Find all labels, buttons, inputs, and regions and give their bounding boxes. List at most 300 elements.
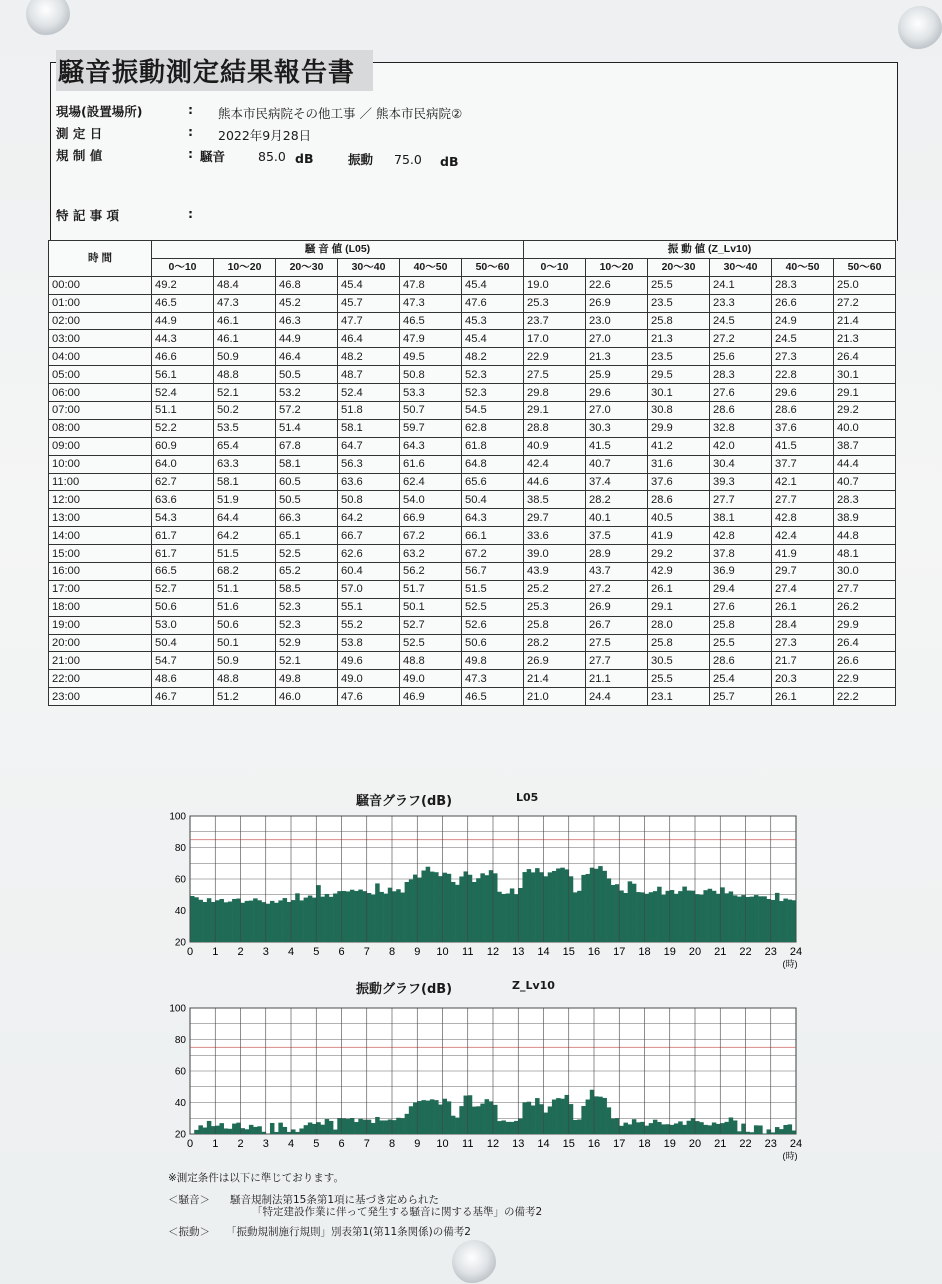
table-row (49, 402, 896, 420)
site-label: 現場(設置場所) (56, 102, 142, 120)
bar (312, 898, 317, 942)
noise-cell: 54.7 (152, 652, 214, 670)
bar (270, 1123, 275, 1134)
time-cell: 13:00 (49, 509, 152, 527)
bar (384, 1120, 389, 1134)
x-tick-label: 22 (739, 946, 751, 958)
noise-cell: 65.1 (276, 527, 338, 545)
bar (236, 1123, 241, 1134)
noise-cell: 66.9 (400, 509, 462, 527)
vib-cell: 26.6 (772, 294, 834, 312)
bar (198, 900, 203, 942)
bar (417, 878, 422, 942)
noise-cell: 50.6 (462, 634, 524, 652)
vib-cell: 30.1 (834, 366, 896, 384)
bar (653, 1120, 658, 1134)
noise-cell: 45.7 (338, 294, 400, 312)
report-title: 騒音振動測定結果報告書 (56, 50, 373, 91)
noise-cell: 55.1 (338, 598, 400, 616)
limit-label: 規 制 値 (56, 146, 102, 164)
bar (468, 875, 473, 942)
x-tick-label: 15 (563, 1138, 575, 1150)
bar (241, 903, 246, 942)
table-row (49, 294, 896, 312)
bar (682, 1125, 687, 1134)
bar (771, 1132, 776, 1134)
bar (384, 894, 389, 942)
noise-cell: 46.1 (214, 312, 276, 330)
bar (228, 1129, 233, 1134)
noise-cell: 53.5 (214, 419, 276, 437)
vib-cell: 25.9 (586, 366, 648, 384)
bar (628, 881, 633, 942)
bar (565, 1095, 570, 1134)
bar (363, 891, 368, 942)
vib-cell: 40.9 (524, 437, 586, 455)
bar (531, 1105, 536, 1134)
bar (379, 892, 384, 942)
bar (274, 903, 279, 942)
bar (405, 882, 410, 942)
noise-cell: 61.7 (152, 527, 214, 545)
noise-cell: 67.2 (400, 527, 462, 545)
vib-cell: 25.5 (710, 634, 772, 652)
noise-cell: 51.6 (214, 598, 276, 616)
x-tick-label: 17 (613, 1138, 625, 1150)
vib-cell: 21.4 (834, 312, 896, 330)
bar (699, 895, 704, 942)
noise-cell: 62.4 (400, 473, 462, 491)
bar (594, 869, 599, 942)
noise-cell: 57.2 (276, 402, 338, 420)
noise-cell: 52.7 (152, 580, 214, 598)
colon: : (188, 102, 193, 117)
bar (640, 892, 645, 942)
noise-cell: 45.3 (462, 312, 524, 330)
time-cell: 19:00 (49, 616, 152, 634)
table-row (49, 348, 896, 366)
time-cell: 17:00 (49, 580, 152, 598)
bar (649, 892, 654, 942)
x-tick-label: 7 (364, 1138, 370, 1150)
x-tick-label: 9 (414, 946, 420, 958)
bar (737, 897, 742, 942)
noise-cell: 64.0 (152, 455, 214, 473)
noise-cell: 50.1 (400, 598, 462, 616)
vib-cell: 25.5 (648, 276, 710, 294)
noise-header: 騒 音 値 (L05) (152, 241, 524, 259)
bar (333, 1130, 338, 1134)
noise-cell: 46.6 (152, 348, 214, 366)
bar (518, 888, 523, 942)
bar (358, 890, 363, 942)
vib-cell: 37.5 (586, 527, 648, 545)
time-cell: 15:00 (49, 545, 152, 563)
bar (236, 899, 241, 942)
bar (325, 894, 330, 942)
vib-subheader: 10～20 (586, 258, 648, 276)
bar (615, 1118, 620, 1134)
table-row (49, 563, 896, 581)
vib-cell: 25.3 (524, 598, 586, 616)
table-row (49, 670, 896, 688)
bar (754, 1125, 759, 1134)
vib-cell: 21.3 (834, 330, 896, 348)
vib-cell: 24.9 (772, 312, 834, 330)
bar (611, 1119, 616, 1134)
time-cell: 16:00 (49, 563, 152, 581)
bar (645, 894, 650, 942)
noise-subheader: 30～40 (338, 258, 400, 276)
vib-cell: 28.6 (710, 652, 772, 670)
vib-cell: 44.4 (834, 455, 896, 473)
time-cell: 18:00 (49, 598, 152, 616)
bar (573, 1120, 578, 1134)
vib-limit-unit: dB (440, 154, 458, 169)
y-tick-label: 100 (169, 812, 186, 823)
bar (645, 1126, 650, 1134)
vib-cell: 29.2 (648, 545, 710, 563)
bar (670, 890, 675, 942)
noise-cell: 45.4 (462, 276, 524, 294)
vib-cell: 27.7 (834, 580, 896, 598)
vib-cell: 42.9 (648, 563, 710, 581)
noise-cell: 52.5 (276, 545, 338, 563)
bar (674, 894, 679, 942)
vib-cell: 26.9 (524, 652, 586, 670)
noise-subheader: 10～20 (214, 258, 276, 276)
bar (678, 891, 683, 942)
time-cell: 01:00 (49, 294, 152, 312)
vib-subheader: 40～50 (772, 258, 834, 276)
noise-cell: 51.4 (276, 419, 338, 437)
noise-limit-value: 85.0 (258, 149, 286, 164)
bar (779, 1129, 784, 1134)
bar (729, 1117, 734, 1134)
vib-cell: 29.8 (524, 384, 586, 402)
vib-cell: 41.2 (648, 437, 710, 455)
noise-cell: 47.3 (400, 294, 462, 312)
bar (750, 1132, 755, 1134)
bar (657, 887, 662, 942)
bar (666, 891, 671, 942)
noise-cell: 56.3 (338, 455, 400, 473)
bar (438, 1105, 443, 1134)
vib-subheader: 30～40 (710, 258, 772, 276)
bar (649, 1123, 654, 1134)
vib-cell: 38.1 (710, 509, 772, 527)
table-row (49, 312, 896, 330)
noise-cell: 48.8 (400, 652, 462, 670)
vib-cell: 38.5 (524, 491, 586, 509)
bar (522, 1102, 527, 1134)
x-tick-label: 13 (512, 946, 524, 958)
bar (198, 1125, 203, 1134)
bar (771, 900, 776, 942)
y-tick-label: 60 (175, 1067, 187, 1078)
bar (657, 1122, 662, 1134)
bar (283, 1127, 288, 1134)
bar (459, 876, 464, 942)
bar (262, 902, 267, 942)
bar (396, 889, 401, 942)
bar (636, 892, 641, 942)
bar (544, 876, 549, 942)
x-tick-label: 11 (462, 1138, 473, 1150)
x-tick-label: 18 (638, 1138, 650, 1150)
bar (211, 902, 216, 942)
date-value: 2022年9月28日 (218, 128, 311, 143)
vib-cell: 22.8 (772, 366, 834, 384)
table-row (49, 473, 896, 491)
bar (758, 896, 763, 942)
x-tick-label: 10 (436, 946, 448, 958)
bar (299, 1128, 304, 1134)
noise-cell: 64.7 (338, 437, 400, 455)
vib-cell: 40.7 (586, 455, 648, 473)
bar (506, 893, 511, 942)
vib-cell: 44.8 (834, 527, 896, 545)
table-row (49, 634, 896, 652)
vib-cell: 37.6 (772, 419, 834, 437)
vib-cell: 26.6 (834, 652, 896, 670)
noise-cell: 67.2 (462, 545, 524, 563)
bar (459, 1106, 464, 1134)
bar (278, 1123, 283, 1134)
bar (489, 1101, 494, 1134)
bar (573, 892, 578, 942)
vib-header: 振 動 値 (Z_Lv10) (524, 241, 896, 259)
vib-cell: 28.0 (648, 616, 710, 634)
bar (430, 1099, 435, 1134)
noise-cell: 49.6 (338, 652, 400, 670)
x-tick-label: 14 (537, 1138, 549, 1150)
site-value: 熊本市民病院その他工事 ／ 熊本市民病院② (218, 106, 462, 121)
vib-cell: 37.7 (772, 455, 834, 473)
noise-cell: 50.6 (152, 598, 214, 616)
bar (733, 895, 738, 942)
bar (598, 866, 603, 942)
bar (607, 1107, 612, 1134)
bar (674, 1123, 679, 1134)
vib-cell: 24.4 (586, 688, 648, 706)
x-tick-label: 19 (664, 946, 676, 958)
vib-cell: 43.9 (524, 563, 586, 581)
bar (754, 895, 759, 942)
vib-cell: 22.2 (834, 688, 896, 706)
bar (682, 887, 687, 942)
vib-cell: 41.9 (772, 545, 834, 563)
noise-cell: 52.4 (152, 384, 214, 402)
x-tick-label: 24 (790, 946, 802, 958)
bar (472, 882, 477, 942)
x-tick-label: 23 (765, 1138, 777, 1150)
bar (249, 901, 254, 942)
bar (733, 1120, 738, 1134)
notes-vib-tag: ＜振動＞ (168, 1224, 210, 1239)
bar (729, 891, 734, 942)
time-header: 時 間 (49, 241, 152, 277)
vib-cell: 24.1 (710, 276, 772, 294)
bar (320, 897, 325, 942)
table-row (49, 688, 896, 706)
vib-cell: 29.1 (834, 384, 896, 402)
bar (434, 1100, 439, 1134)
vib-cell: 37.4 (586, 473, 648, 491)
vib-cell: 23.3 (710, 294, 772, 312)
bar (632, 884, 637, 942)
bar (762, 896, 767, 942)
vib-cell: 26.4 (834, 348, 896, 366)
noise-cell: 52.3 (462, 366, 524, 384)
noise-cell: 46.7 (152, 688, 214, 706)
bar (640, 1122, 645, 1134)
x-tick-label: 6 (338, 1138, 344, 1150)
bar (522, 872, 527, 942)
vib-cell: 26.9 (586, 598, 648, 616)
noise-cell: 47.3 (462, 670, 524, 688)
bar (581, 875, 586, 942)
bar (299, 900, 304, 942)
noise-cell: 66.3 (276, 509, 338, 527)
vib-cell: 37.8 (710, 545, 772, 563)
bar (379, 1120, 384, 1134)
vib-cell: 41.5 (772, 437, 834, 455)
bar (611, 885, 616, 942)
noise-cell: 44.3 (152, 330, 214, 348)
noise-cell: 51.2 (214, 688, 276, 706)
bar (405, 1114, 410, 1134)
vib-cell: 29.5 (648, 366, 710, 384)
vib-cell: 25.2 (524, 580, 586, 598)
bar (346, 891, 351, 942)
bar (367, 1120, 372, 1134)
bar (514, 894, 519, 942)
noise-cell: 53.2 (276, 384, 338, 402)
bar (577, 891, 582, 942)
bar (691, 891, 696, 942)
noise-chart-title: 騒音グラフ(dB) (356, 790, 452, 809)
noise-cell: 51.5 (462, 580, 524, 598)
bar (699, 1122, 704, 1134)
x-tick-label: 7 (364, 946, 370, 958)
noise-cell: 49.5 (400, 348, 462, 366)
x-tick-label: 1 (212, 1138, 218, 1150)
bar (400, 893, 405, 942)
vib-cell: 38.9 (834, 509, 896, 527)
noise-cell: 50.2 (214, 402, 276, 420)
bar (653, 891, 658, 942)
bar (746, 897, 751, 942)
x-tick-label: 19 (664, 1138, 676, 1150)
vib-cell: 28.3 (710, 366, 772, 384)
bar (438, 876, 443, 942)
noise-cell: 49.8 (462, 652, 524, 670)
vib-cell: 28.2 (524, 634, 586, 652)
bar (333, 893, 338, 942)
vib-cell: 42.0 (710, 437, 772, 455)
noise-cell: 50.8 (338, 491, 400, 509)
vib-cell: 22.6 (586, 276, 648, 294)
vib-cell: 25.6 (710, 348, 772, 366)
bar (375, 883, 380, 942)
vib-cell: 38.7 (834, 437, 896, 455)
noise-cell: 58.1 (276, 455, 338, 473)
bar (623, 893, 628, 942)
vib-cell: 31.6 (648, 455, 710, 473)
vib-cell: 27.7 (586, 652, 648, 670)
bar (257, 1126, 262, 1134)
noise-cell: 67.8 (276, 437, 338, 455)
vib-cell: 26.1 (772, 598, 834, 616)
vib-cell: 28.2 (586, 491, 648, 509)
bar (615, 884, 620, 942)
vib-cell: 39.0 (524, 545, 586, 563)
bar (602, 1098, 607, 1134)
bar (485, 875, 490, 942)
pushpin-icon (452, 1240, 496, 1284)
vib-cell: 30.4 (710, 455, 772, 473)
bar (308, 896, 313, 942)
bar (510, 1122, 515, 1134)
noise-cell: 47.9 (400, 330, 462, 348)
bar (430, 872, 435, 942)
time-cell: 22:00 (49, 670, 152, 688)
measurement-table (48, 240, 896, 706)
bar (245, 901, 250, 942)
x-tick-label: 21 (714, 946, 726, 958)
bar (253, 1127, 258, 1134)
noise-cell: 46.5 (400, 312, 462, 330)
bar (767, 1129, 772, 1134)
noise-cell: 52.5 (462, 598, 524, 616)
vib-cell: 26.2 (834, 598, 896, 616)
bar (720, 887, 725, 942)
bar (434, 872, 439, 942)
bar (329, 897, 334, 942)
noise-cell: 50.4 (462, 491, 524, 509)
x-tick-label: 4 (288, 946, 294, 958)
noise-subheader: 50～60 (462, 258, 524, 276)
noise-cell: 51.7 (400, 580, 462, 598)
bar (741, 895, 746, 942)
noise-cell: 46.4 (276, 348, 338, 366)
bar (421, 870, 426, 942)
bar (539, 872, 544, 942)
bar (480, 1104, 485, 1134)
bar (363, 1120, 368, 1134)
noise-cell: 45.2 (276, 294, 338, 312)
vib-cell: 28.4 (772, 616, 834, 634)
time-cell: 23:00 (49, 688, 152, 706)
noise-cell: 66.1 (462, 527, 524, 545)
bar (291, 1129, 296, 1134)
vib-cell: 29.6 (586, 384, 648, 402)
noise-cell: 50.6 (214, 616, 276, 634)
noise-cell: 47.6 (338, 688, 400, 706)
bar (426, 867, 431, 942)
bar (447, 874, 452, 942)
vib-cell: 27.2 (834, 294, 896, 312)
noise-cell: 56.1 (152, 366, 214, 384)
notes-vib-line: 「振動規制施行規則」別表第1(第11条関係)の備考2 (226, 1224, 471, 1239)
table-row (49, 616, 896, 634)
vib-cell: 20.3 (772, 670, 834, 688)
noise-cell: 49.0 (338, 670, 400, 688)
table-row (49, 384, 896, 402)
vib-cell: 25.8 (524, 616, 586, 634)
bar (661, 895, 666, 942)
